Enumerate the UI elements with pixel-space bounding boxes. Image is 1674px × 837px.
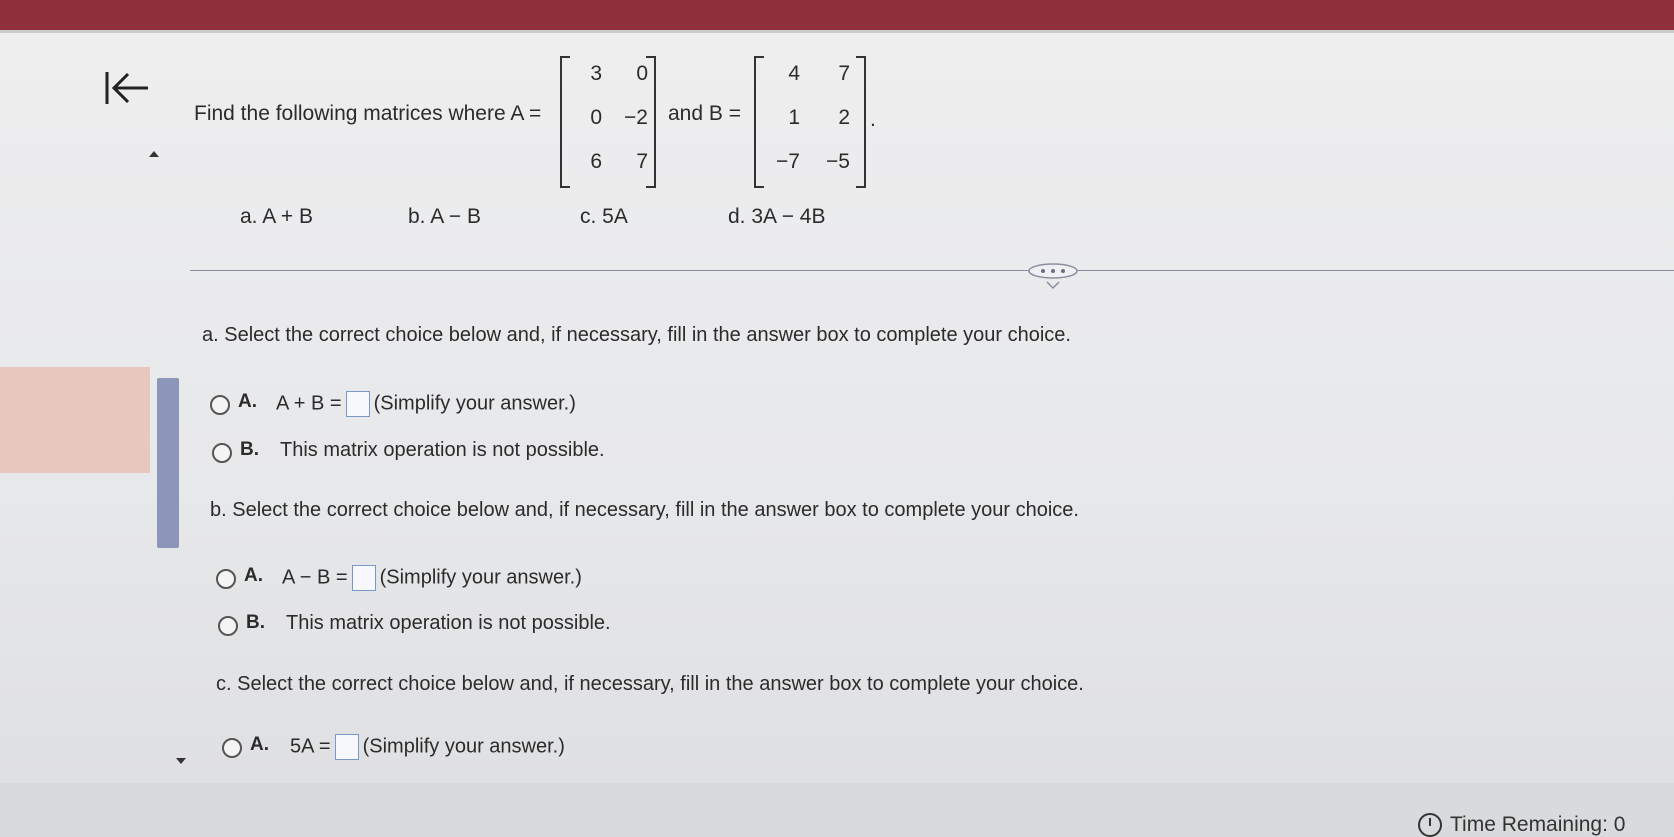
matrix-a-cell: 3 — [590, 62, 602, 85]
matrix-b-cell: 7 — [838, 62, 850, 85]
choice-lhs: A + B = — [276, 392, 342, 415]
choice-letter: A. — [238, 391, 257, 412]
top-bar — [0, 0, 1674, 30]
choice-hint: (Simplify your answer.) — [362, 735, 565, 758]
time-remaining-label: Time Remaining: 0 — [1450, 813, 1626, 836]
choice-letter: A. — [250, 734, 269, 755]
radio-button[interactable] — [218, 616, 238, 636]
collapse-left-icon[interactable] — [104, 68, 150, 108]
matrix-a-cell: 0 — [636, 62, 648, 85]
choice-lhs: 5A = — [290, 735, 331, 758]
question-list-highlight[interactable] — [0, 367, 150, 473]
question-prompt: Find the following matrices where A = — [194, 102, 542, 125]
choice-letter: A. — [244, 565, 263, 586]
matrix-b-cell: 2 — [838, 106, 850, 129]
scroll-up-arrow-icon[interactable] — [149, 151, 159, 157]
and-b-label: and B = — [668, 102, 741, 125]
clock-icon — [1418, 813, 1442, 837]
choice-text: This matrix operation is not possible. — [286, 612, 611, 634]
scrollbar-thumb[interactable] — [157, 378, 179, 548]
matrix-b-cell: 4 — [788, 62, 800, 85]
answer-box[interactable] — [346, 391, 370, 417]
part-label-b: b. A − B — [408, 205, 481, 228]
time-remaining — [1418, 813, 1625, 837]
choice-hint: (Simplify your answer.) — [373, 392, 576, 415]
matrix-b-cell: 1 — [788, 106, 800, 129]
choice-lhs: A − B = — [282, 566, 348, 589]
radio-button[interactable] — [222, 738, 242, 758]
matrix-a-cell: 0 — [590, 106, 602, 129]
instruction-c: c. Select the correct choice below and, if necessary, fill in the answer box to complete your choice. — [216, 673, 1084, 695]
answer-box[interactable] — [335, 734, 359, 760]
part-label-a: a. A + B — [240, 205, 313, 228]
radio-button[interactable] — [212, 443, 232, 463]
period: . — [870, 108, 876, 131]
matrix-b-cell: −7 — [776, 150, 800, 173]
matrix-b-cell: −5 — [826, 150, 850, 173]
choice-text: This matrix operation is not possible. — [280, 439, 605, 461]
choice-letter: B. — [240, 439, 259, 460]
matrix-a-cell: 7 — [636, 150, 648, 173]
matrix-b — [754, 56, 866, 184]
choice-hint: (Simplify your answer.) — [379, 566, 582, 589]
part-label-d: d. 3A − 4B — [728, 205, 826, 228]
choice-letter: B. — [246, 612, 265, 633]
section-divider — [190, 270, 1674, 271]
instruction-a: a. Select the correct choice below and, if necessary, fill in the answer box to complete your choice. — [202, 324, 1071, 346]
drag-handle-icon[interactable] — [1025, 262, 1081, 292]
scroll-down-arrow-icon[interactable] — [176, 758, 186, 764]
radio-button[interactable] — [216, 569, 236, 589]
matrix-a-cell: −2 — [624, 106, 648, 129]
matrix-a — [560, 56, 656, 184]
instruction-b: b. Select the correct choice below and, if necessary, fill in the answer box to complete your choice. — [210, 499, 1079, 521]
matrix-a-cell: 6 — [590, 150, 602, 173]
radio-button[interactable] — [210, 395, 230, 415]
answer-box[interactable] — [352, 565, 376, 591]
part-label-c: c. 5A — [580, 205, 628, 228]
